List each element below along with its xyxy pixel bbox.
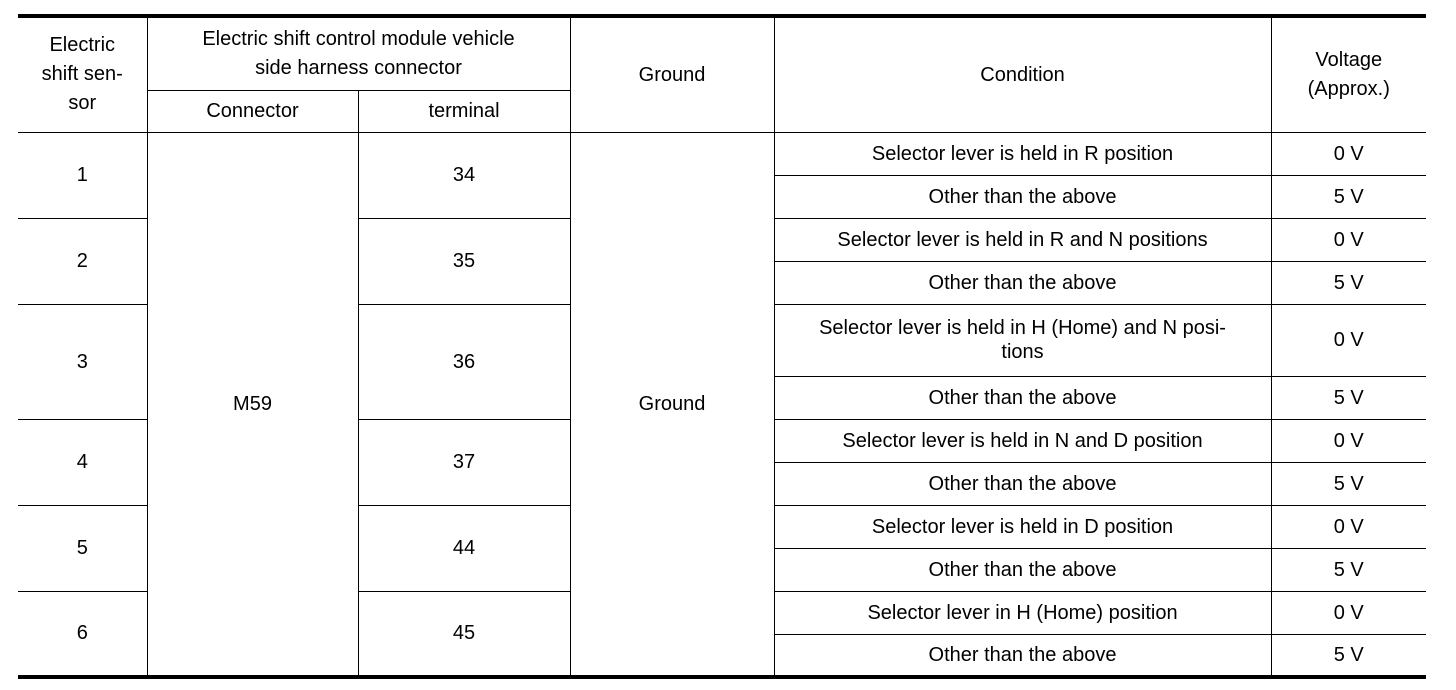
condition-cell: Selector lever is held in N and D position: [774, 419, 1271, 462]
voltage-cell: 0 V: [1271, 218, 1426, 261]
condition-cell: Other than the above: [774, 634, 1271, 677]
header-ground: Ground: [570, 16, 774, 132]
ground-cell: Ground: [570, 132, 774, 677]
table-header: [18, 16, 1426, 132]
connector-cell: M59: [147, 132, 358, 677]
sensor-number: 2: [18, 218, 147, 304]
terminal-number: 35: [358, 218, 570, 304]
condition-cell: Other than the above: [774, 175, 1271, 218]
sensor-number: 5: [18, 505, 147, 591]
header-row-1: [18, 16, 1426, 90]
sensor-number: 1: [18, 132, 147, 218]
header-harness-connector: Electric shift control module vehicle side harness connector: [147, 16, 570, 90]
condition-cell: Other than the above: [774, 548, 1271, 591]
voltage-cell: 0 V: [1271, 591, 1426, 634]
condition-cell: Other than the above: [774, 376, 1271, 419]
condition-cell: Other than the above: [774, 261, 1271, 304]
voltage-cell: 5 V: [1271, 548, 1426, 591]
voltage-cell: 5 V: [1271, 175, 1426, 218]
voltage-cell: 5 V: [1271, 462, 1426, 505]
terminal-number: 45: [358, 591, 570, 677]
header-voltage: Voltage (Approx.): [1271, 16, 1426, 132]
condition-cell: Other than the above: [774, 462, 1271, 505]
sensor-number: 4: [18, 419, 147, 505]
voltage-cell: 0 V: [1271, 505, 1426, 548]
sensor-number: 6: [18, 591, 147, 677]
condition-cell: Selector lever is held in R position: [774, 132, 1271, 175]
terminal-number: 34: [358, 132, 570, 218]
condition-cell: Selector lever is held in D position: [774, 505, 1271, 548]
terminal-number: 36: [358, 304, 570, 419]
voltage-cell: 5 V: [1271, 261, 1426, 304]
voltage-cell: 0 V: [1271, 304, 1426, 376]
condition-cell: Selector lever in H (Home) position: [774, 591, 1271, 634]
header-terminal: terminal: [358, 90, 570, 132]
terminal-number: 44: [358, 505, 570, 591]
table-row: [18, 132, 1426, 175]
sensor-number: 3: [18, 304, 147, 419]
header-connector: Connector: [147, 90, 358, 132]
voltage-cell: 0 V: [1271, 419, 1426, 462]
condition-cell: Selector lever is held in R and N positions: [774, 218, 1271, 261]
header-condition: Condition: [774, 16, 1271, 132]
terminal-number: 37: [358, 419, 570, 505]
header-electric-shift-sensor: Electric shift sen- sor: [18, 16, 147, 132]
voltage-cell: 5 V: [1271, 376, 1426, 419]
voltage-cell: 0 V: [1271, 132, 1426, 175]
condition-cell: Selector lever is held in H (Home) and N posi- tions: [774, 304, 1271, 376]
voltage-cell: 5 V: [1271, 634, 1426, 677]
table-body: [18, 132, 1426, 677]
sensor-voltage-table: [18, 14, 1426, 679]
